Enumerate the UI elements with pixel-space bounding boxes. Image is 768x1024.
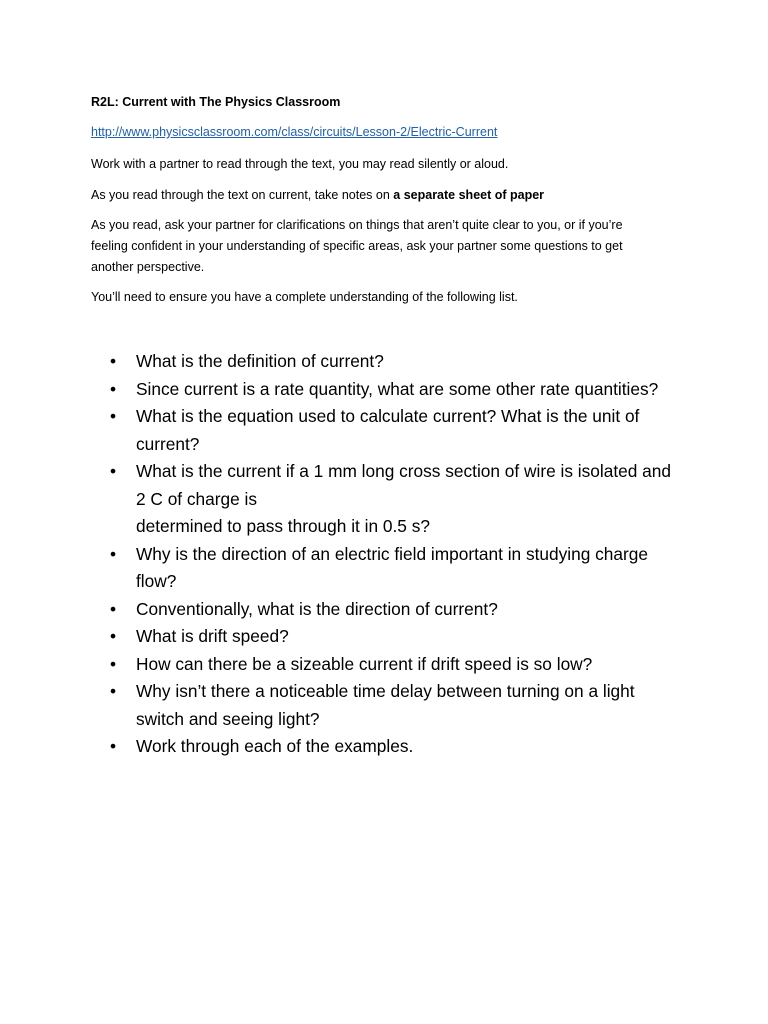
document-title: R2L: Current with The Physics Classroom [91, 95, 341, 109]
instruction-take-notes [91, 185, 544, 206]
question-text: What is the definition of current? [136, 351, 384, 371]
bullet-icon: • [110, 461, 117, 481]
instruction-complete-understanding: You’ll need to ensure you have a complete understanding of the following list. [91, 290, 518, 304]
list-item [110, 678, 685, 733]
question-text: Conventionally, what is the direction of current? [136, 598, 498, 619]
bullet-icon: • [110, 543, 117, 564]
instruction-ask-partner: As you read, ask your partner for clarifications on things that aren’t quite clear to you, or if you’re feeling confident in your understanding of specific areas, ask your partner some questions to get another perspective. [91, 218, 623, 274]
list-item [110, 596, 685, 624]
question-list [110, 348, 685, 761]
bullet-icon: • [110, 681, 117, 701]
question-text: Work through each of the examples. [136, 736, 414, 756]
list-item [110, 733, 685, 761]
question-text: What is the equation used to calculate current? What is the unit of current? [136, 406, 640, 454]
question-text: Since current is a rate quantity, what are some other rate quantities? [136, 378, 659, 399]
bullet-icon: • [110, 406, 117, 426]
list-item [110, 651, 685, 679]
list-item [110, 623, 685, 651]
list-item [110, 403, 685, 458]
question-text: What is drift speed? [136, 626, 289, 646]
bullet-icon: • [110, 736, 117, 756]
question-text: How can there be a sizeable current if drift speed is so low? [136, 653, 593, 674]
question-text: Why isn’t there a noticeable time delay between turning on a light switch and seeing light? [136, 681, 635, 729]
list-item [110, 376, 685, 404]
bullet-icon: • [110, 626, 117, 646]
list-item [110, 541, 685, 596]
bullet-icon: • [110, 351, 117, 371]
bullet-icon: • [110, 598, 117, 619]
bullet-icon: • [110, 653, 117, 674]
instruction-take-notes-text: As you read through the text on current, take notes on [91, 188, 394, 202]
bullet-icon: • [110, 378, 117, 399]
list-item [110, 458, 685, 541]
instruction-partner-reading: Work with a partner to read through the text, you may read silently or aloud. [91, 157, 509, 171]
instruction-take-notes-emphasis: a separate sheet of paper [393, 188, 545, 202]
question-text: What is the current if a 1 mm long cross section of wire is isolated and 2 C of charge is [136, 461, 671, 509]
physics-classroom-link[interactable]: http://www.physicsclassroom.com/class/circuits/Lesson-2/Electric-Current [91, 125, 498, 139]
question-text: Why is the direction of an electric field important in studying charge flow? [136, 543, 648, 591]
list-item [110, 348, 685, 376]
question-text-continued: determined to pass through it in 0.5 s? [136, 516, 430, 536]
